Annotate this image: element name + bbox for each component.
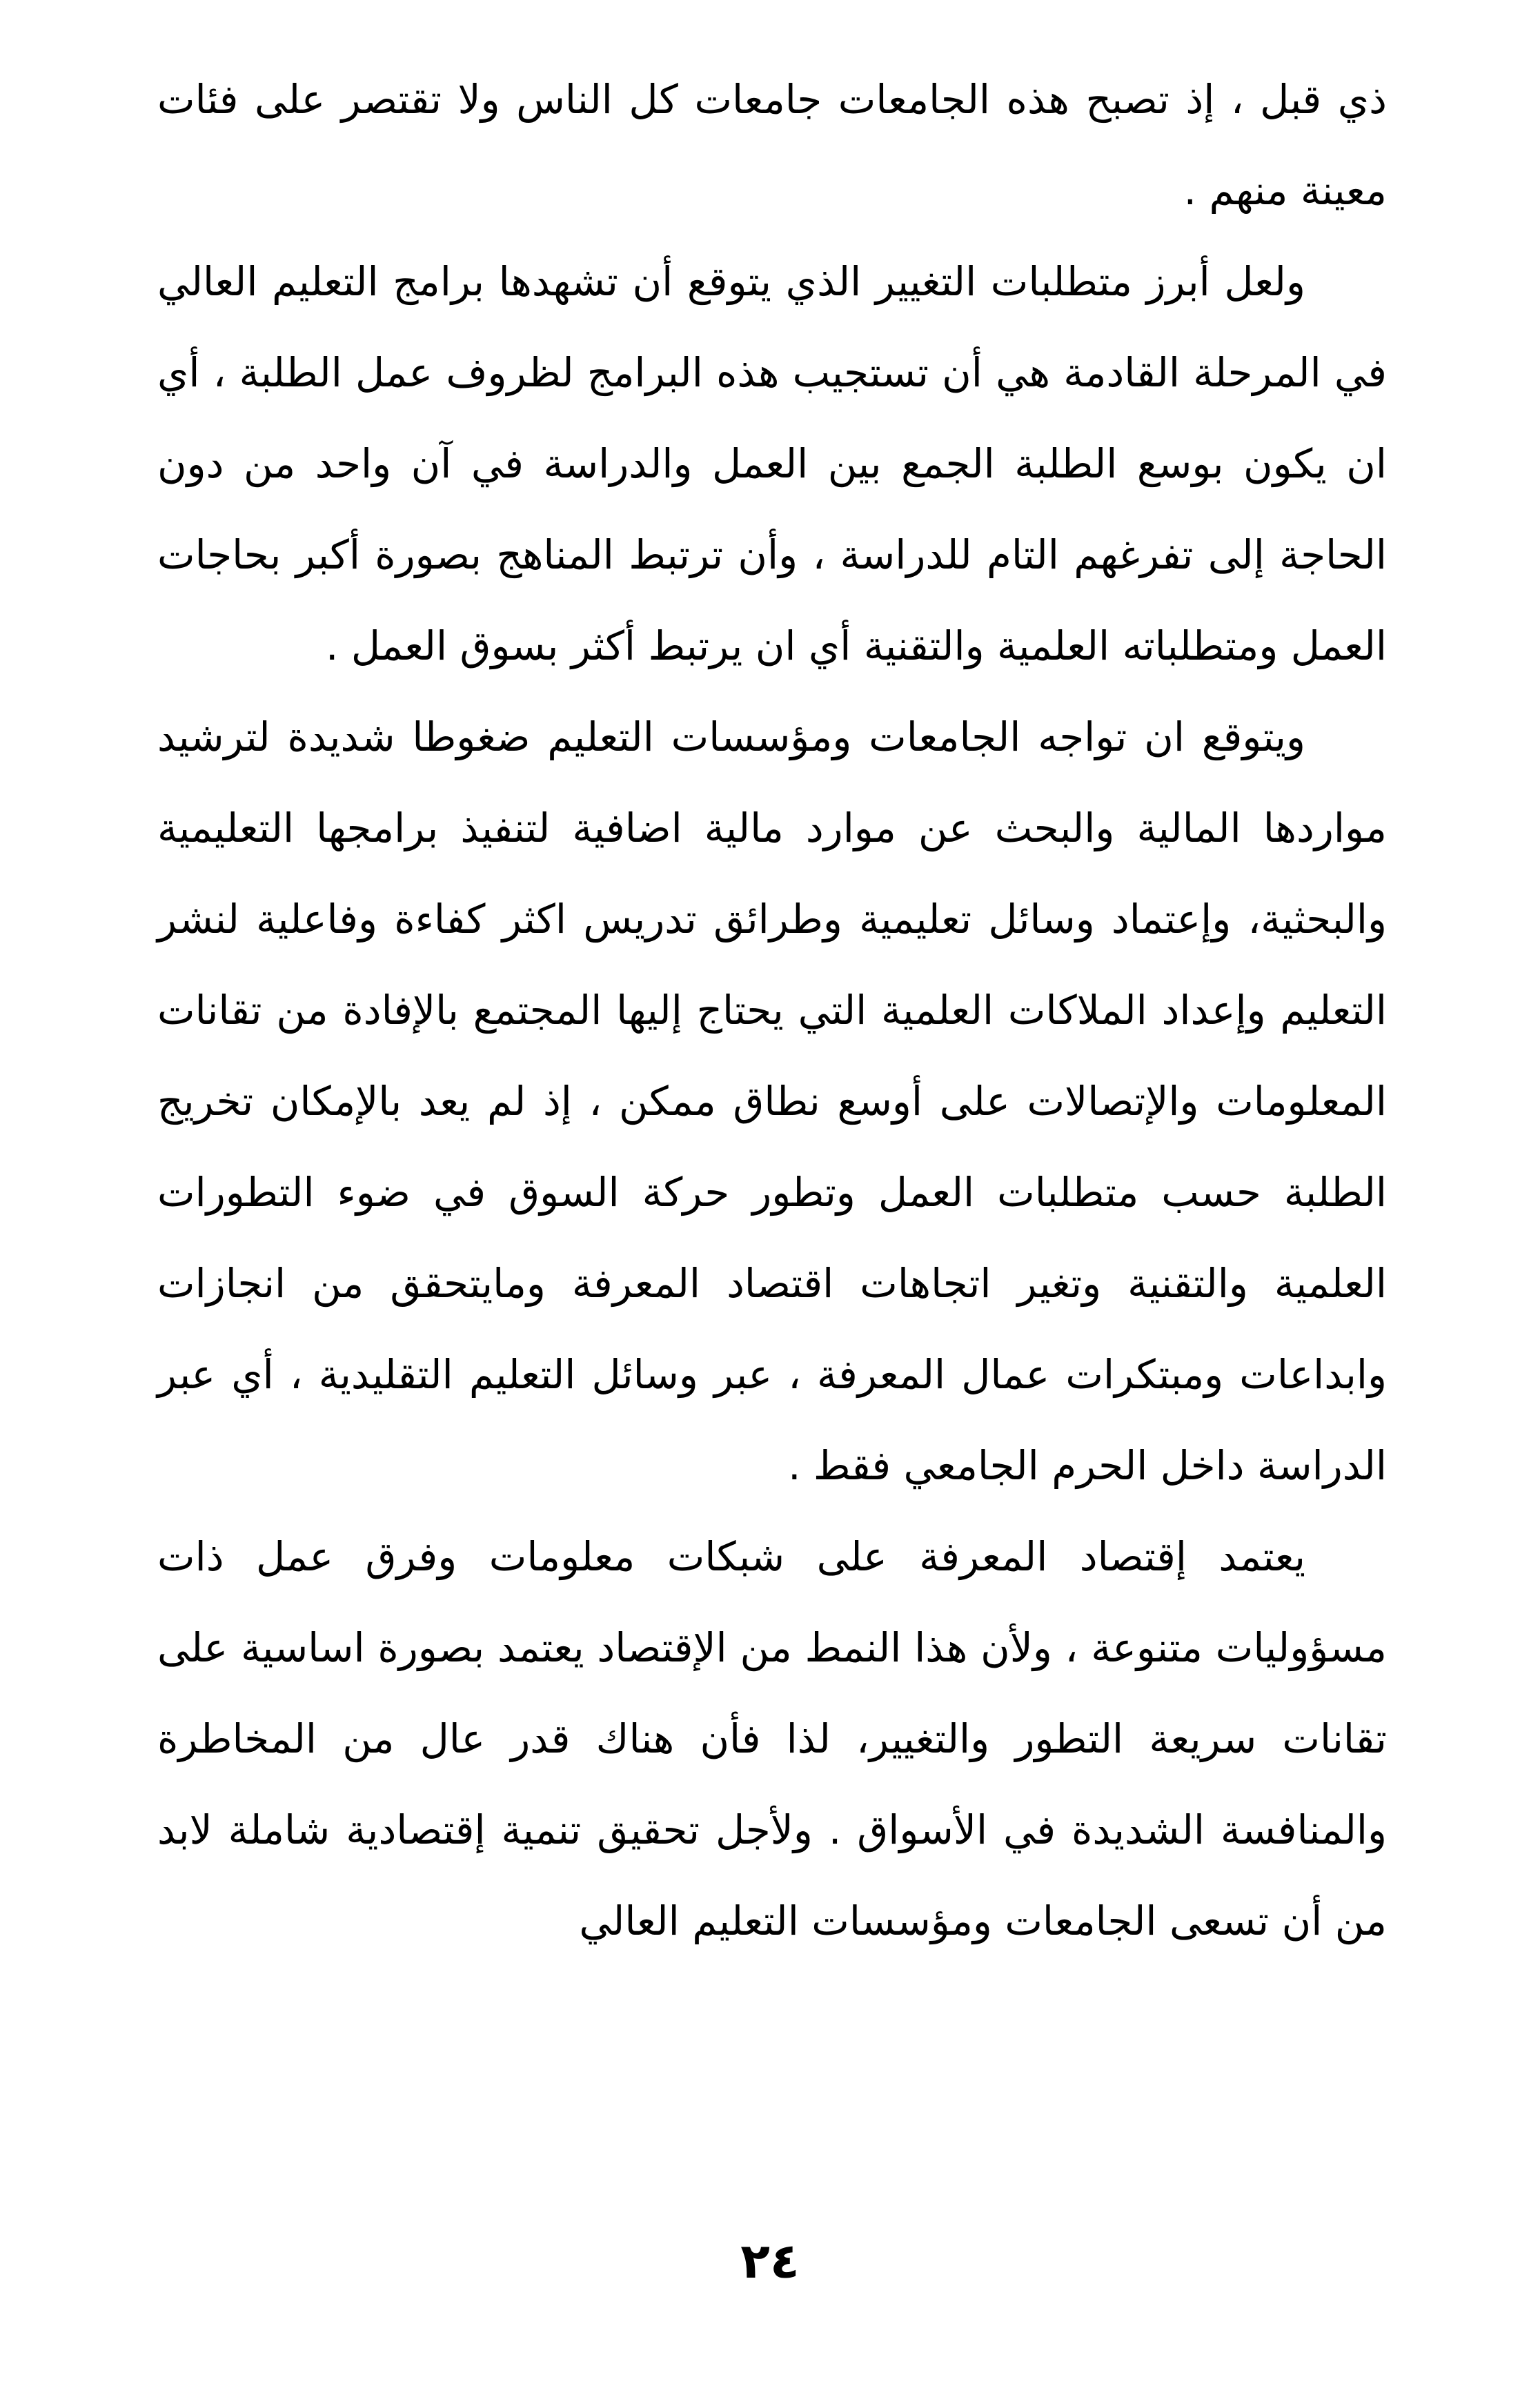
paragraph-knowledge-economy: يعتمد إقتصاد المعرفة على شبكات معلومات وفرق عمل ذات مسؤوليات متنوعة ، ولأن هذا النمط من الإقتصاد يعتمد بصورة اساسية على تقانات سريعة التطور والتغيير، لذا فأن هناك قدر عال من المخاطرة والمنافسة الشديدة في الأسواق . ولأجل تحقيق تنمية إقتصادية شاملة لابد من أن تسعى الجامعات ومؤسسات التعليم العالي <box>157 1533 1387 1944</box>
page-number: ٢٤ <box>740 2233 800 2289</box>
paragraph-university-pressures: ويتوقع ان تواجه الجامعات ومؤسسات التعليم ضغوطا شديدة لترشيد مواردها المالية والبحث عن موارد مالية اضافية لتنفيذ برامجها التعليمية والبحثية، وإعتماد وسائل تعليمية وطرائق تدريس اكثر كفاءة وفاعلية لنشر التعليم وإعداد الملاكات العلمية التي يحتاج إليها المجتمع بالإفادة من تقانات المعلومات والإتصالات على أوسع نطاق ممكن ، إذ لم يعد بالإمكان تخريج الطلبة حسب متطلبات العمل وتطور حركة السوق في ضوء التطورات العلمية والتقنية وتغير اتجاهات اقتصاد المعرفة ومايتحقق من انجازات وابداعات ومبتكرات عمال المعرفة ، عبر وسائل التعليم التقليدية ، أي عبر الدراسة داخل الحرم الجامعي فقط . <box>157 713 1387 1489</box>
paragraph-continuation: ذي قبل ، إذ تصبح هذه الجامعات جامعات كل الناس ولا تقتصر على فئات معينة منهم . <box>157 76 1387 214</box>
paragraph-change-requirements: ولعل أبرز متطلبات التغيير الذي يتوقع أن تشهدها برامج التعليم العالي في المرحلة القادمة هي أن تستجيب هذه البرامج لظروف عمل الطلبة ، أي ان يكون بوسع الطلبة الجمع بين العمل والدراسة في آن واحد من دون الحاجة إلى تفرغهم التام للدراسة ، وأن ترتبط المناهج بصورة أكبر بحاجات العمل ومتطلباته العلمية والتقنية أي ان يرتبط أكثر بسوق العمل . <box>157 258 1387 669</box>
body-text <box>157 54 1387 1966</box>
